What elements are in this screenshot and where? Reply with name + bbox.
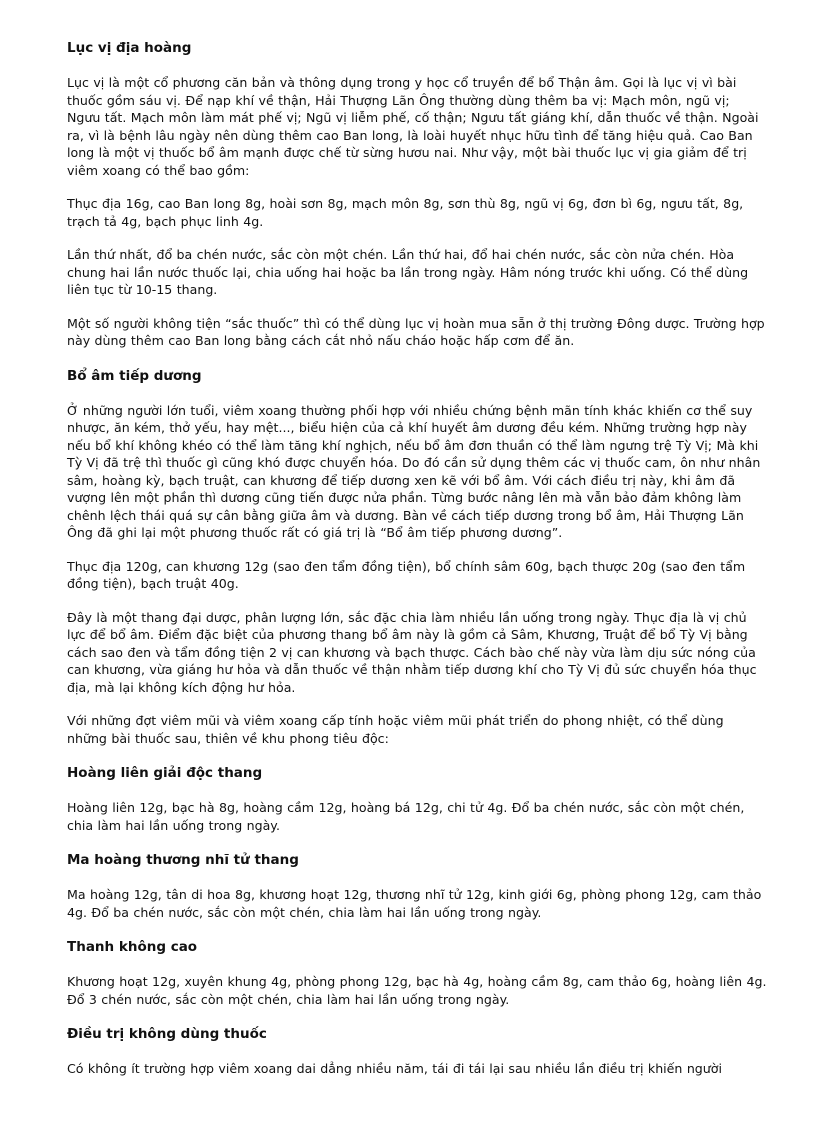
paragraph: Thục địa 16g, cao Ban long 8g, hoài sơn 8g, mạch môn 8g, sơn thù 8g, ngũ vị 6g, đơn bì 6g, ngưu tất, 8g, trạch tả 4g, bạch phục linh 4g. bbox=[67, 196, 744, 229]
section-thanh-khong-cao bbox=[67, 937, 767, 1008]
section-heading: Hoàng liên giải độc thang bbox=[67, 765, 263, 781]
paragraph: Ở những người lớn tuổi, viêm xoang thường phối hợp với nhiều chứng bệnh mãn tính khác khiến cơ thể suy nhược, ăn kém, thở yếu, hay mệt..., biểu hiện của cả khí huyết âm dương đều kém. Những trường hợp này nếu bổ khí không khéo có thể làm tăng khí nghịch, nếu bổ âm đơn thuần có thể làm ngưng trệ Tỳ Vị; Mà khi Tỳ Vị đã trệ thì thuốc gì cũng khó được chuyển hóa. Do đó cần sử dụng thêm các vị thuốc cam, ôn như nhân sâm, hoàng kỳ, bạch truật, can khương để tiếp dương xen kẽ với bổ âm. Với cách điều trị này, khi âm đã vượng lên một phần thì dương cũng tiến được nửa phần. Từng bước nâng lên mà vẫn bảo đảm không làm chênh lệch thái quá sự cân bằng giữa âm và dương. Bàn về cách tiếp dương trong bổ âm, Hải Thượng Lãn Ông đã ghi lại một phương thuốc rất có giá trị là “Bổ âm tiếp phương dương”. bbox=[67, 402, 761, 540]
paragraph: Với những đợt viêm mũi và viêm xoang cấp tính hoặc viêm mũi phát triển do phong nhiệt, có thể dùng những bài thuốc sau, thiên về khu phong tiêu độc: bbox=[67, 713, 724, 746]
paragraph: Hoàng liên 12g, bạc hà 8g, hoàng cầm 12g, hoàng bá 12g, chi tử 4g. Đổ ba chén nước, sắc còn một chén, chia làm hai lần uống trong ngày. bbox=[67, 800, 745, 833]
section-bo-am-tiep-duong bbox=[67, 366, 767, 748]
section-hoang-lien-giai-doc-thang bbox=[67, 763, 767, 834]
section-dieu-tri-khong-dung-thuoc bbox=[67, 1024, 767, 1078]
section-luc-vi-dia-hoang bbox=[67, 38, 767, 350]
paragraph: Có không ít trường hợp viêm xoang dai dẳng nhiều năm, tái đi tái lại sau nhiều lần điều trị khiến người bbox=[67, 1061, 722, 1076]
section-heading: Ma hoàng thương nhĩ tử thang bbox=[67, 852, 299, 868]
paragraph: Một số người không tiện “sắc thuốc” thì có thể dùng lục vị hoàn mua sẵn ở thị trường Đông dược. Trường hợp này dùng thêm cao Ban long bằng cách cắt nhỏ nấu cháo hoặc hấp cơm để ăn. bbox=[67, 315, 765, 348]
section-heading: Bổ âm tiếp dương bbox=[67, 367, 202, 384]
paragraph: Thục địa 120g, can khương 12g (sao đen tẩm đồng tiện), bổ chính sâm 60g, bạch thược 20g (sao đen tẩm đồng tiện), bạch truật 40g. bbox=[67, 558, 746, 591]
paragraph: Ma hoàng 12g, tân di hoa 8g, khương hoạt 12g, thương nhĩ tử 12g, kinh giới 6g, phòng phong 12g, cam thảo 4g. Đổ ba chén nước, sắc còn một chén, chia làm hai lần uống trong ngày. bbox=[67, 887, 762, 920]
section-heading: Thanh không cao bbox=[67, 939, 198, 955]
section-ma-hoang-thuong-nhi-tu-thang bbox=[67, 850, 767, 921]
paragraph: Đây là một thang đại dược, phân lượng lớn, sắc đặc chia làm nhiều lần uống trong ngày. Thục địa là vị chủ lực để bổ âm. Điểm đặc biệt của phương thang bổ âm này là gồm cả Sâm, Khương, Truật để bổ Tỳ Vị bằng cách sao đen và tẩm đồng tiện 2 vị can khương và bạch thược. Cách bào chế này vừa làm dịu sức nóng của can khương, vừa giáng hư hỏa và dẫn thuốc về thận nhằm tiếp dương khí cho Tỳ Vị đủ sức chuyển hóa thục địa, mà lại không kích động hư hỏa. bbox=[67, 609, 757, 695]
paragraph: Lần thứ nhất, đổ ba chén nước, sắc còn một chén. Lần thứ hai, đổ hai chén nước, sắc còn nửa chén. Hòa chung hai lần nước thuốc lại, chia uống hai hoặc ba lần trong ngày. Hâm nóng trước khi uống. Có thể dùng liên tục từ 10-15 thang. bbox=[67, 247, 749, 297]
paragraph: Khương hoạt 12g, xuyên khung 4g, phòng phong 12g, bạc hà 4g, hoàng cầm 8g, cam thảo 6g, hoàng liên 4g. Đổ 3 chén nước, sắc còn một chén, chia làm hai lần uống trong ngày. bbox=[67, 974, 767, 1007]
paragraph: Lục vị là một cổ phương căn bản và thông dụng trong y học cổ truyền để bổ Thận âm. Gọi là lục vị vì bài thuốc gồm sáu vị. Để nạp khí về thận, Hải Thượng Lãn Ông thường dùng thêm ba vị: Mạch môn, ngũ vị; Ngưu tất. Mạch môn làm mát phế vị; Ngũ vị liễm phế, cố thận; Ngưu tất giáng khí, dẫn thuốc về thận. Ngoài ra, vì là bệnh lâu ngày nên dùng thêm cao Ban long, là loài huyết nhục hữu tình để tăng hiệu quả. Cao Ban long là một vị thuốc bổ âm mạnh được chế từ sừng hươu nai. Như vậy, một bài thuốc lục vị gia giảm để trị viêm xoang có thể bao gồm: bbox=[67, 75, 759, 178]
section-heading: Lục vị địa hoàng bbox=[67, 40, 192, 56]
section-heading: Điều trị không dùng thuốc bbox=[67, 1026, 267, 1042]
document-page bbox=[67, 38, 767, 1094]
